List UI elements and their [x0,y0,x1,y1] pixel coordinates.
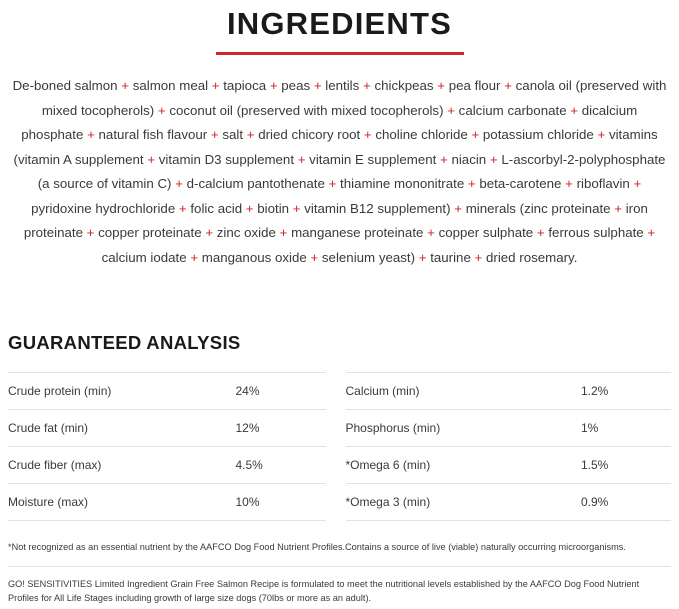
ingredient-separator: + [536,225,545,240]
nutrient-value: 12% [236,410,326,447]
ingredient-separator: + [447,102,455,118]
ingredient-separator: + [175,176,183,191]
guaranteed-analysis-right-column [340,372,672,521]
guaranteed-analysis-left-column [8,372,340,521]
table-row [346,373,672,410]
ingredient-separator: + [313,78,322,93]
nutrient-label: *Omega 3 (min) [346,484,582,521]
ingredient-separator: + [440,151,448,167]
guaranteed-analysis-heading: GUARANTEED ANALYSIS [8,332,241,353]
ingredient-separator: + [570,102,579,118]
ingredient-separator: + [454,200,463,216]
ingredient-separator: + [86,225,95,240]
ingredient-separator: + [245,200,254,216]
ingredient-separator: + [474,249,483,265]
ingredient-separator: + [190,249,199,265]
nutrient-label: Crude fat (min) [8,410,236,447]
ingredient-separator: + [362,78,371,93]
nutrient-label: Crude protein (min) [8,373,236,410]
ingredient-separator: + [647,225,656,240]
ingredient-separator: + [633,176,642,191]
ingredient-separator: + [178,200,187,216]
ingredients-list-text: De-boned salmon + salmon meal + tapioca + peas + lentils + chickpeas + pea flour + canola oil (preserved with mixed tocopherols) + coconut oil (preserved with mixed tocopherols) + calcium carbonate + dicalcium phosphate + natural fish flavour + salt + dried chicory root + choline chloride + potassium chloride + vitamins (vitamin A supplement + vitamin D3 supplement + vitamin E supplement + niacin + L-ascorbyl-2-polyphosphate (a source of vitamin C) + d-calcium pantothenate + thiamine mononitrate + beta-carotene + riboflavin + pyridoxine hydrochloride + folic acid + biotin + vitamin B12 supplement) + minerals (zinc proteinate + iron proteinate + copper proteinate + zinc oxide + manganese proteinate + copper sulphate + ferrous sulphate + calcium iodate + manganous oxide + selenium yeast) + taurine + dried rosemary. [12,78,667,265]
ingredient-separator: + [205,225,214,240]
ingredient-separator: + [297,151,306,167]
ingredient-separator: + [87,127,95,142]
table-row [346,410,672,447]
nutrient-value: 1.5% [581,447,671,484]
table-row [8,484,326,521]
ingredient-separator: + [210,127,219,142]
ingredient-separator: + [565,176,573,191]
nutrient-label: Calcium (min) [346,373,582,410]
aafco-statement: GO! SENSITIVITIES Limited Ingredient Grain Free Salmon Recipe is formulated to meet the nutritional levels established by the AAFCO Dog Food Nutrient Profiles for All Life Stages including growth of large size dogs (70lbs or more as an adult). [8,579,640,603]
nutrient-label: Crude fiber (max) [8,447,236,484]
nutrient-value: 10% [236,484,326,521]
nutrient-value: 24% [236,373,326,410]
table-row [8,373,326,410]
ingredient-separator: + [614,200,623,216]
ingredient-separator: + [504,78,512,93]
ingredient-separator: + [427,225,435,240]
ingredient-separator: + [363,127,372,142]
ingredient-separator: + [292,200,301,216]
heading-underline-rule [216,52,464,55]
ingredient-separator: + [418,249,427,265]
ingredient-separator: + [489,151,498,167]
asterisk-footnote: *Not recognized as an essential nutrient by the AAFCO Dog Food Nutrient Profiles.Contains a source of live (viable) naturally occurring microorganisms. [8,542,626,552]
nutrient-value: 0.9% [581,484,671,521]
ingredient-separator: + [246,127,255,142]
nutrient-label: Phosphorus (min) [346,410,582,447]
ingredient-separator: + [437,78,446,93]
ingredient-separator: + [147,151,156,167]
nutrient-value: 1.2% [581,373,671,410]
table-row [346,484,672,521]
ingredients-heading: INGREDIENTS [226,6,453,41]
guaranteed-analysis-right-table [346,372,672,521]
product-info-page [0,6,679,609]
guaranteed-analysis-left-table [8,372,326,521]
guaranteed-analysis-tables [8,372,671,521]
ingredient-separator: + [269,78,278,93]
nutrient-value: 1% [581,410,671,447]
footnote-divider [8,566,671,567]
ingredient-separator: + [279,225,288,240]
nutrient-label: *Omega 6 (min) [346,447,582,484]
ingredient-separator: + [471,127,480,142]
ingredient-separator: + [467,176,476,191]
table-row [8,410,326,447]
ingredient-separator: + [157,102,166,118]
nutrient-value: 4.5% [236,447,326,484]
table-row [346,447,672,484]
table-row [8,447,326,484]
ingredient-separator: + [121,78,129,93]
ingredient-separator: + [211,78,220,93]
ingredient-separator: + [328,176,337,191]
ingredient-separator: + [310,249,319,265]
ingredient-separator: + [597,127,606,142]
nutrient-label: Moisture (max) [8,484,236,521]
